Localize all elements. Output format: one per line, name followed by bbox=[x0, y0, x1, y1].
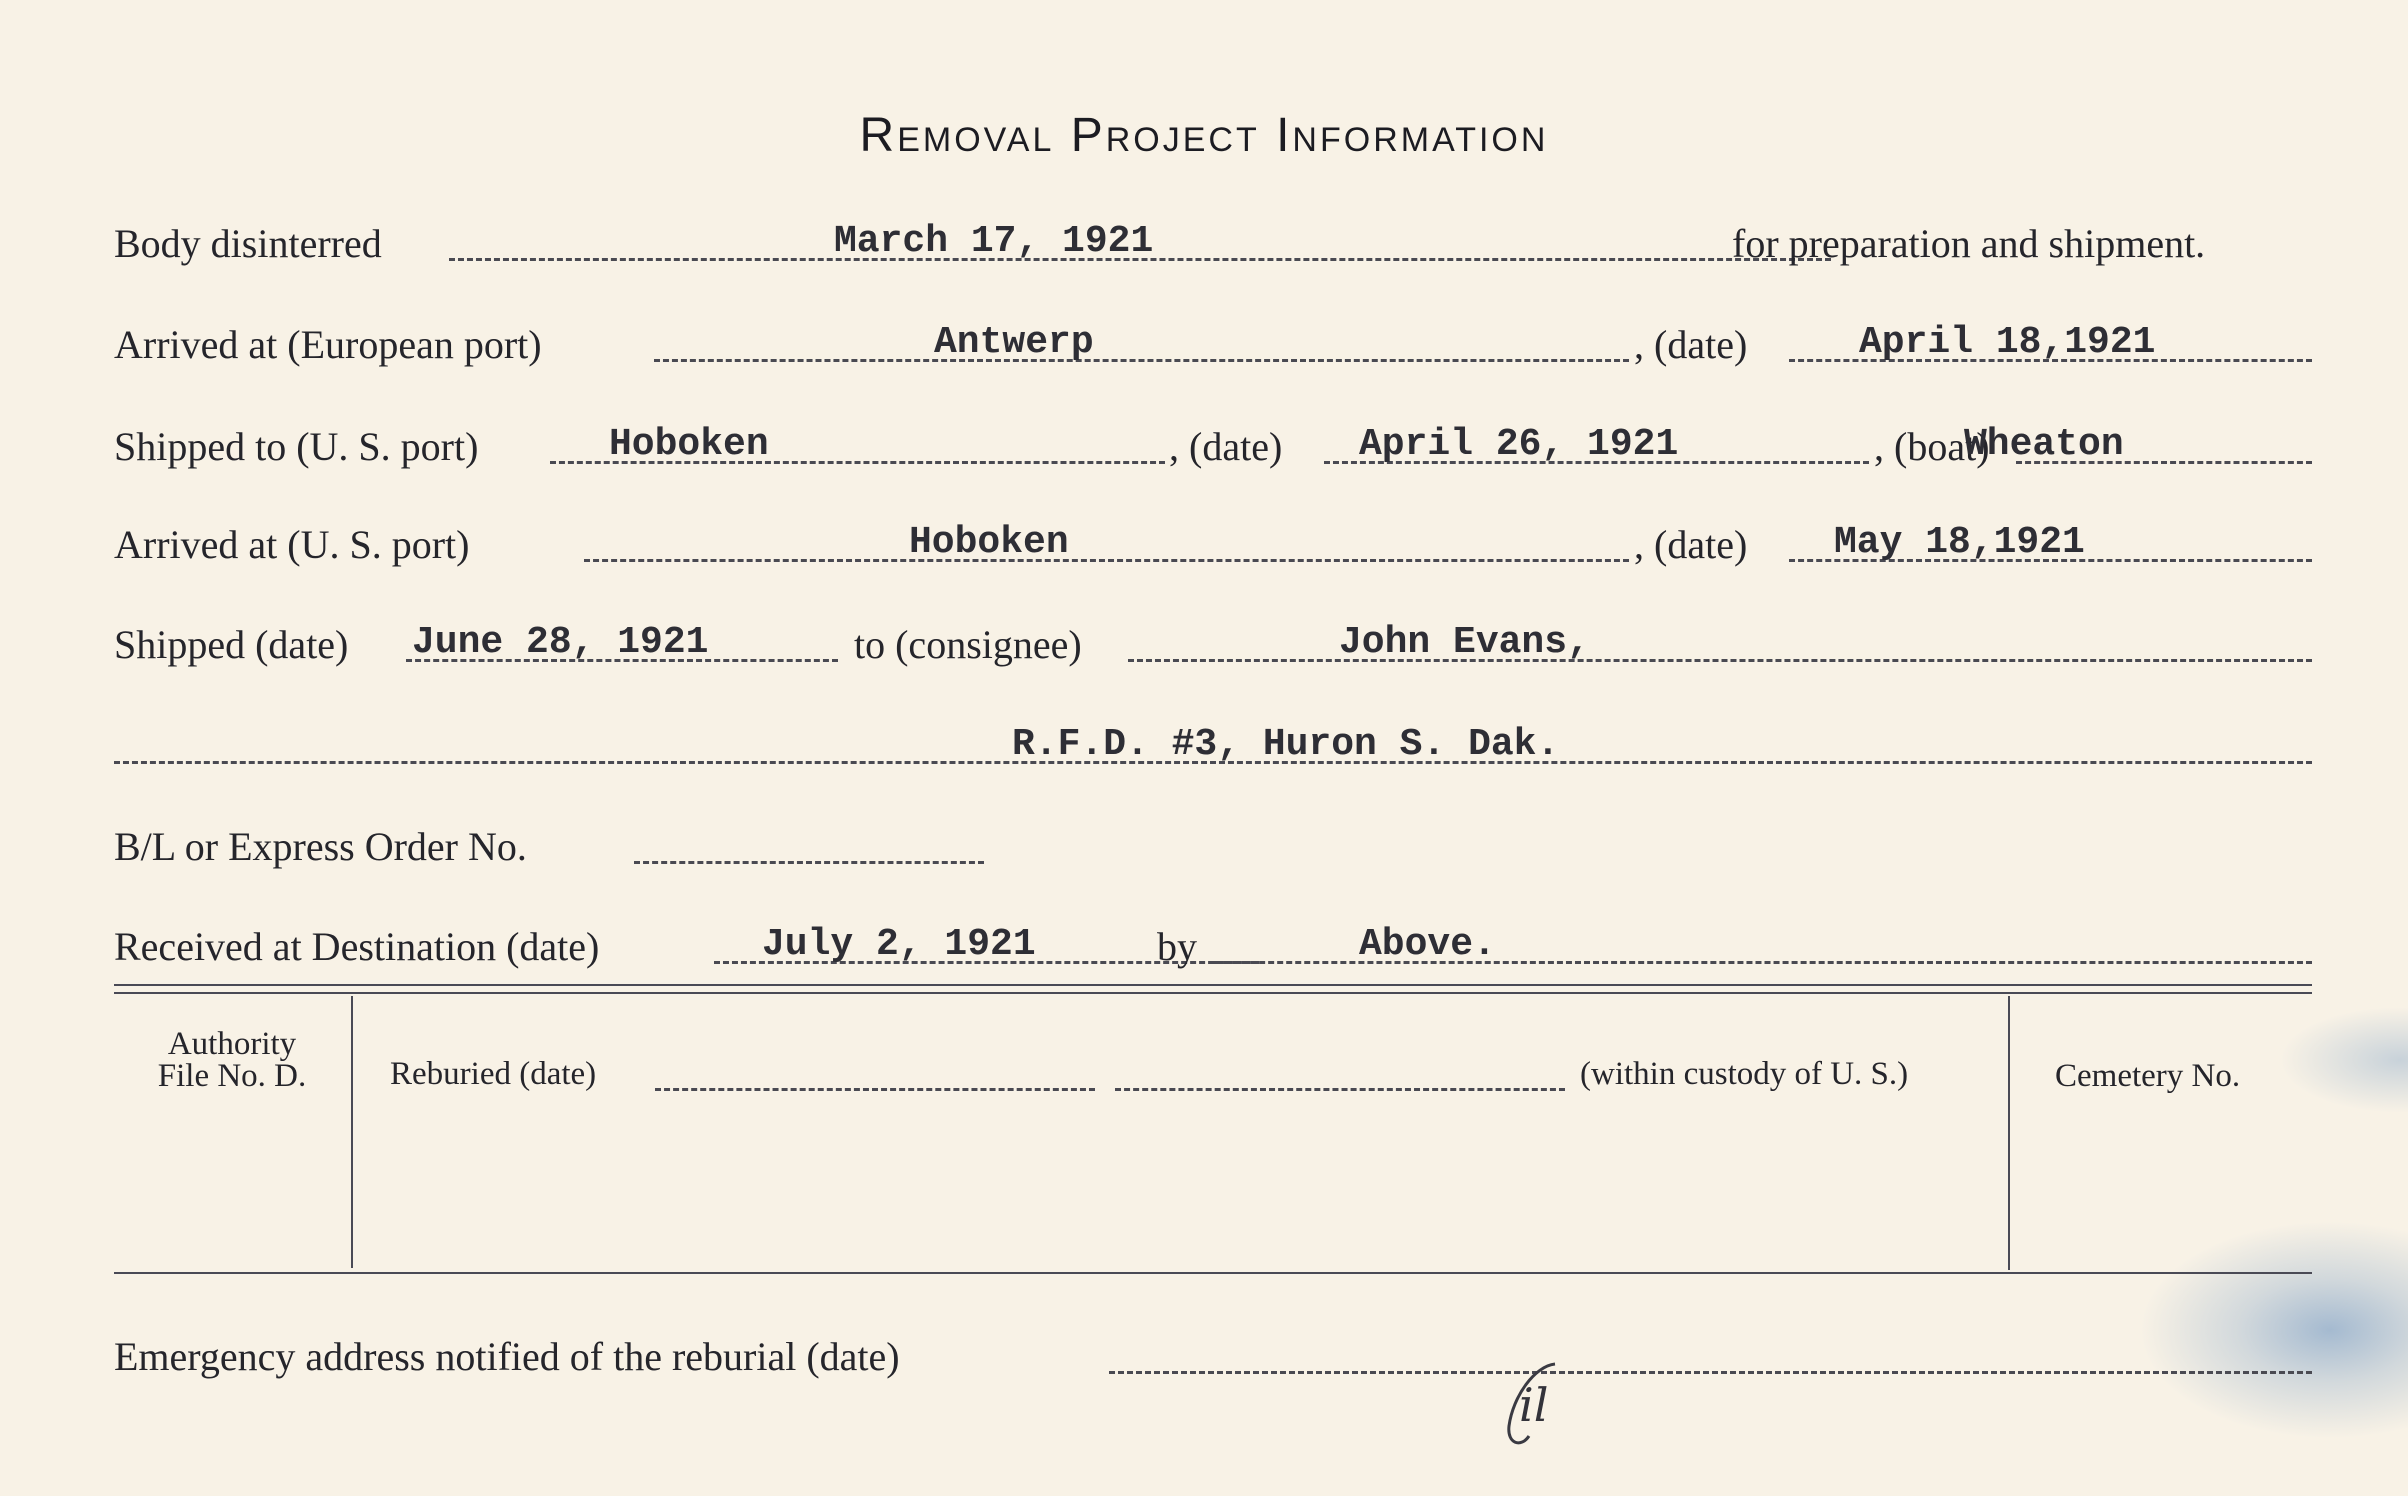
custody-label: (within custody of U. S.) bbox=[1580, 1056, 1909, 1092]
arrived-us-row bbox=[114, 506, 2312, 576]
fill-line bbox=[1115, 1088, 1565, 1091]
fill-line bbox=[654, 359, 1629, 362]
body-disinterred-label: Body disinterred bbox=[114, 221, 382, 266]
body-disinterred-value: March 17, 1921 bbox=[834, 220, 1154, 263]
shipped-us-boat-label: , (boat) bbox=[1874, 424, 1990, 469]
page-title: Removal Project Information bbox=[859, 109, 1549, 162]
body-disinterred-suffix: for preparation and shipment. bbox=[1732, 221, 2206, 266]
bl-row bbox=[114, 808, 2312, 878]
arrived-us-date: May 18,1921 bbox=[1834, 521, 2085, 564]
fill-line bbox=[655, 1088, 1095, 1091]
handwritten-text: il bbox=[1519, 1378, 1549, 1432]
box-divider-left bbox=[351, 996, 353, 1268]
shipped-us-boat: Wheaton bbox=[1964, 423, 2124, 466]
shipped-label: Shipped (date) bbox=[114, 622, 349, 667]
fill-line bbox=[584, 559, 1629, 562]
fill-line bbox=[1109, 1371, 2312, 1374]
bl-label: B/L or Express Order No. bbox=[114, 824, 527, 869]
authority-label-1: Authority bbox=[167, 1026, 297, 1062]
body-disinterred-row bbox=[114, 205, 2312, 275]
arrived-european-date: April 18,1921 bbox=[1859, 321, 2156, 364]
box-top-rule bbox=[114, 984, 2312, 986]
shipped-date: June 28, 1921 bbox=[412, 621, 709, 664]
shipped-row bbox=[114, 606, 2312, 676]
shipped-us-label: Shipped to (U. S. port) bbox=[114, 424, 479, 469]
consignee-name: John Evans, bbox=[1339, 621, 1590, 664]
fill-line bbox=[634, 861, 984, 864]
arrived-us-label: Arrived at (U. S. port) bbox=[114, 522, 470, 567]
consignee-address: R.F.D. #3, Huron S. Dak. bbox=[1012, 723, 1560, 766]
arrived-european-label: Arrived at (European port) bbox=[114, 322, 542, 367]
cemetery-label: Cemetery No. bbox=[2055, 1058, 2241, 1094]
received-by-label: by bbox=[1157, 924, 1197, 969]
emergency-row bbox=[114, 1318, 2312, 1388]
shipped-us-date: April 26, 1921 bbox=[1359, 423, 1679, 466]
box-divider-right bbox=[2008, 996, 2010, 1270]
arrived-us-date-label: , (date) bbox=[1634, 522, 1748, 567]
arrived-us-port: Hoboken bbox=[909, 521, 1069, 564]
arrived-european-port: Antwerp bbox=[934, 321, 1094, 364]
shipped-us-row bbox=[114, 408, 2312, 478]
arrived-european-row bbox=[114, 306, 2312, 376]
received-row bbox=[114, 908, 2312, 978]
received-label: Received at Destination (date) bbox=[114, 924, 600, 969]
emergency-label: Emergency address notified of the reburial (date) bbox=[114, 1334, 900, 1379]
reburied-label: Reburied (date) bbox=[390, 1056, 597, 1092]
shipped-us-date-label: , (date) bbox=[1169, 424, 1283, 469]
received-by: Above. bbox=[1359, 923, 1496, 966]
consignee-label: to (consignee) bbox=[854, 622, 1082, 667]
fill-line bbox=[1128, 659, 2312, 662]
shipped-us-port: Hoboken bbox=[609, 423, 769, 466]
authority-label-2: File No. D. bbox=[157, 1058, 307, 1094]
box-bottom-rule bbox=[114, 1272, 2312, 1274]
consignee-address-row bbox=[114, 708, 2312, 778]
box-top-rule-2 bbox=[114, 992, 2312, 994]
arrived-european-date-label: , (date) bbox=[1634, 322, 1748, 367]
handwritten-mark bbox=[1505, 1378, 1549, 1432]
received-date: July 2, 1921 bbox=[762, 923, 1036, 966]
